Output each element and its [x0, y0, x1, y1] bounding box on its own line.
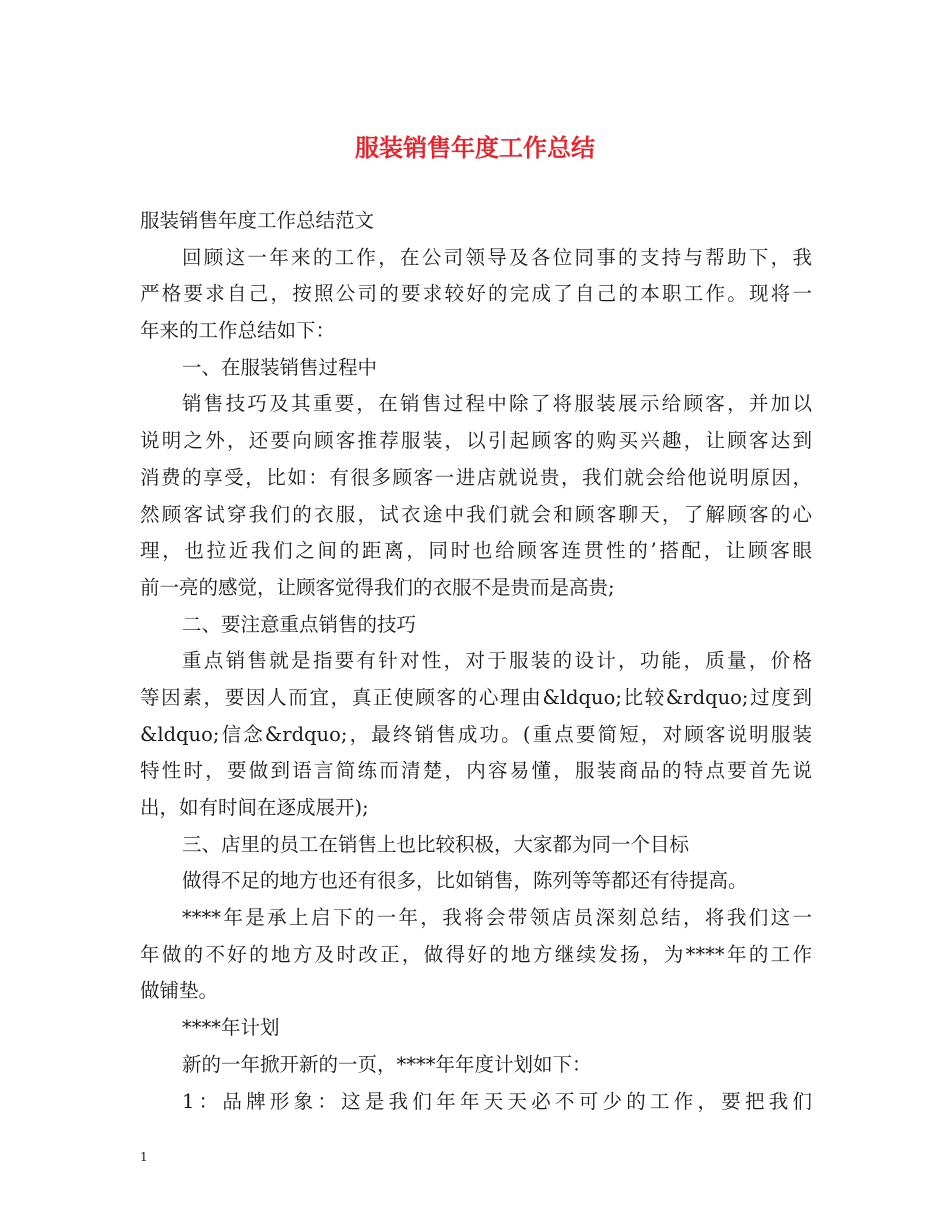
text-line: 新的一年掀开新的一页，****年年度计划如下： — [182, 1052, 592, 1076]
text-line: 严格要求自己，按照公司的要求较好的完成了自己的本职工作。现将一 — [140, 282, 812, 306]
text-line: 回顾这一年来的工作，在公司领导及各位同事的支持与帮助下，我 — [182, 245, 812, 269]
text-line: 一、在服装销售过程中 — [182, 355, 378, 379]
text-line: 消费的享受，比如：有很多顾客一进店就说贵，我们就会给他说明原因， — [140, 465, 812, 489]
document-body — [140, 203, 812, 1120]
text-line: 前一亮的感觉，让顾客觉得我们的衣服不是贵而是高贵; — [140, 575, 615, 599]
text-line: 出，如有时间在逐成展开); — [140, 796, 369, 819]
document-title: 服装销售年度工作总结 — [355, 134, 595, 162]
text-line: 三、店里的员工在销售上也比较积极，大家都为同一个目标 — [182, 832, 690, 856]
text-line: 年来的工作总结如下： — [140, 319, 336, 343]
text-line: 然顾客试穿我们的衣服，试衣途中我们就会和顾客聊天，了解顾客的心 — [140, 502, 812, 526]
text-line: &ldquo;信念&rdquo;，最终销售成功。(重点要简短，对顾客说明服装 — [140, 722, 812, 746]
text-line: 做铺垫。 — [140, 979, 219, 1003]
text-line: 服装销售年度工作总结范文 — [140, 209, 375, 232]
text-line: ****年计划 — [182, 1016, 280, 1040]
text-line: 等因素，要因人而宜，真正使顾客的心理由&ldquo;比较&rdquo;过度到 — [140, 685, 812, 709]
text-line: 说明之外，还要向顾客推荐服装，以引起顾客的购买兴趣，让顾客达到 — [140, 429, 812, 453]
text-line: 销售技巧及其重要，在销售过程中除了将服装展示给顾客，并加以 — [182, 392, 812, 416]
text-line: 理，也拉近我们之间的距离，同时也给顾客连贯性的’搭配，让顾客眼 — [140, 539, 812, 563]
text-line: ****年是承上启下的一年，我将会带领店员深刻总结，将我们这一 — [182, 906, 812, 930]
page-number: 1 — [140, 1150, 148, 1164]
text-line: 特性时，要做到语言简练而清楚，内容易懂，服装商品的特点要首先说 — [140, 759, 812, 783]
text-line: 重点销售就是指要有针对性，对于服装的设计，功能，质量，价格 — [182, 649, 812, 673]
text-line: 二、要注意重点销售的技巧 — [182, 612, 417, 636]
text-line: 做得不足的地方也还有很多，比如销售，陈列等等都还有待提高。 — [182, 869, 748, 893]
text-line: 年做的不好的地方及时改正，做得好的地方继续发扬，为****年的工作 — [140, 942, 812, 966]
text-line: 1：品牌形象：这是我们年年天天必不可少的工作，要把我们 — [182, 1089, 812, 1113]
